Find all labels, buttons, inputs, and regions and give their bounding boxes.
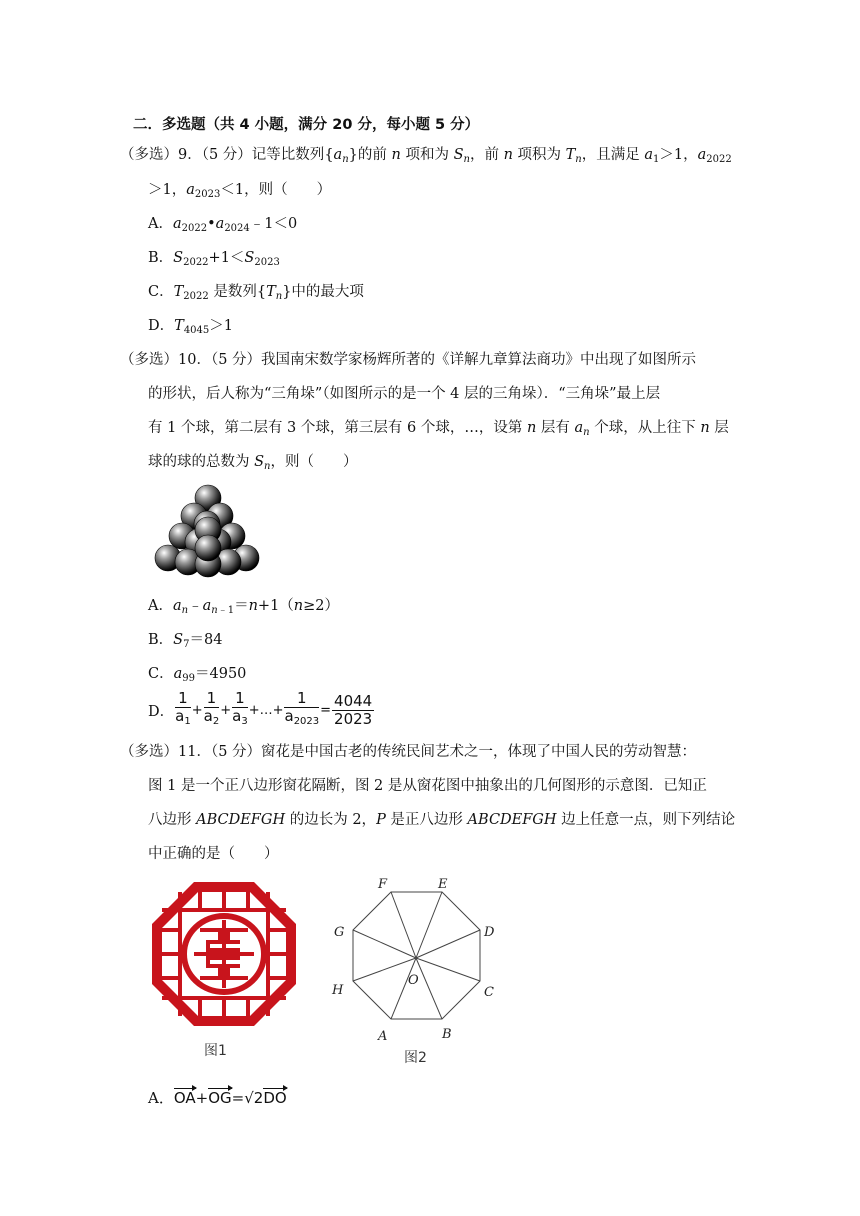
triangular-pile-image bbox=[150, 480, 270, 585]
label-c: C bbox=[484, 985, 494, 1000]
q10-line2: 的形状，后人称为“三角垛”（如图所示的是一个 4 层的三角垛）．“三角垛”最上层 bbox=[148, 386, 661, 402]
label-b: B bbox=[442, 1027, 452, 1042]
q11-line2: 图 1 是一个正八边形窗花隔断，图 2 是从窗花图中抽象出的几何图形的示意图．已知正 bbox=[148, 778, 707, 794]
q10-option-d: D． $\frac{1}{a_1}$ + $\frac{1}{a_2}$ + $\frac{1}{a_3}$ +…+ $\frac{1}{a_{2023}}$ = $\frac{4044}{2023}$ bbox=[148, 690, 375, 730]
q9-line2: ＞1，$a_{2023}<1$，则（ ） bbox=[148, 182, 332, 200]
q11-line3: 八边形 ABCDEFGH 的边长为 2，P 是正八边形 ABCDEFGH 边上任意一点，则下列结论 bbox=[148, 812, 736, 828]
q10-line3: 有 1 个球，第二层有 3 个球，第三层有 6 个球，…，设第 n 层有 $a_n$ 个球，从上往下 n 层 bbox=[148, 420, 729, 438]
label-a: A bbox=[378, 1029, 388, 1044]
q10-line4: 球的球的总数为 $S_n$，则（ ） bbox=[148, 454, 358, 472]
label-g: G bbox=[334, 925, 345, 940]
frac-4044-2023: $\frac{4044}{2023}$ bbox=[334, 691, 373, 728]
window-flower-image bbox=[150, 880, 298, 1028]
label-f: F bbox=[378, 877, 388, 892]
q11-line4: 中正确的是（ ） bbox=[148, 846, 279, 862]
section-title: 二．多选题（共 4 小题，满分 20 分，每小题 5 分） bbox=[133, 117, 480, 133]
q9-line1: （多选）9．（5 分）记等比数列$\{a_n\}$的前 n 项和为 $S_n$，前 n 项积为 $T_n$，且满足 $a_1>1$，$a_{2022}$ bbox=[120, 147, 732, 165]
frac-1-a2023: $\frac{1}{a_{2023}}$ bbox=[284, 689, 320, 727]
q9-option-d: D．$T_{4045}>1$ bbox=[148, 318, 233, 336]
q9-option-b: B．$S_{2022}+1<S_{2023}$ bbox=[148, 250, 280, 268]
frac-1-a2: $\frac{1}{a_2}$ bbox=[203, 689, 220, 727]
label-e: E bbox=[438, 877, 448, 892]
frac-1-a3: $\frac{1}{a_3}$ bbox=[232, 689, 248, 727]
figure2-caption: 图2 bbox=[404, 1050, 427, 1066]
frac-1-a1: $\frac{1}{a_1}$ bbox=[175, 689, 191, 727]
q11-option-a: A．OA+OG=√2DO bbox=[148, 1089, 287, 1107]
vector-do: DO bbox=[263, 1089, 287, 1107]
q10-option-a: A．$a_n﹣a_{n﹣1}=n+1(n\ge 2)$ bbox=[148, 598, 340, 616]
label-h: H bbox=[332, 983, 344, 998]
q11-line1: （多选）11．（5 分）窗花是中国古老的传统民间艺术之一，体现了中国人民的劳动智慧： bbox=[120, 744, 697, 760]
q9-option-a: A．$a_{2022}•a_{2024}﹣1<0$ bbox=[148, 216, 298, 234]
q10-line1: （多选）10．（5 分）我国南宋数学家杨辉所著的《详解九章算法商功》中出现了如图所示 bbox=[120, 352, 697, 368]
vector-og: OG bbox=[208, 1089, 232, 1107]
q9-option-c: C．$T_{2022}$ 是数列$\{T_n\}$中的最大项 bbox=[148, 284, 364, 302]
label-d: D bbox=[484, 925, 495, 940]
label-o: O bbox=[408, 973, 419, 988]
q10-option-b: B．$S_7=84$ bbox=[148, 632, 223, 650]
q10-option-c: C．$a_{99}=4950$ bbox=[148, 666, 247, 684]
figure1-caption: 图1 bbox=[204, 1043, 227, 1059]
vector-oa: OA bbox=[173, 1089, 196, 1107]
octagon-diagram bbox=[326, 872, 506, 1072]
